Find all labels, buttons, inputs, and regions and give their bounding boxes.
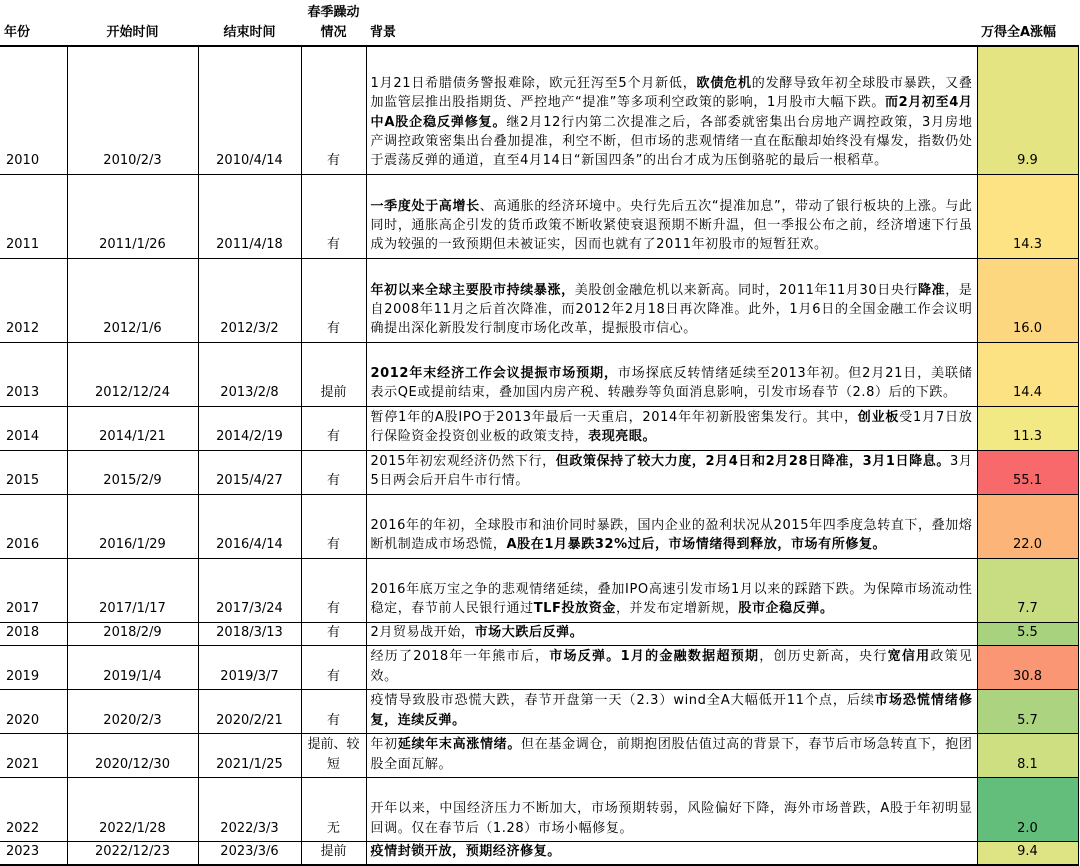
background-text: 的发酵导致年初全球股市暴跌，又叠加监管层推出股指期货、严控地产“提准”等多项利空政策的影响，1月股市大幅下跌。 — [370, 76, 973, 111]
cell-change: 5.7 — [977, 689, 1078, 733]
background-text: 2016年的年初，全球股市和油价同时暴跌，国内企业的盈利状况从2015年四季度急转直下，叠加熔断机制造成市场恐慌， — [370, 517, 973, 553]
background-text: 市场反弹。1月的金融数据超预期 — [549, 649, 760, 665]
cell-change: 2.0 — [977, 777, 1078, 841]
cell-start: 2014/1/21 — [67, 406, 198, 450]
cell-year: 2021 — [0, 733, 67, 777]
cell-change: 16.0 — [977, 258, 1078, 342]
table-row — [0, 841, 1078, 865]
background-text: TLF投放资金 — [533, 601, 616, 617]
cell-year: 2018 — [0, 622, 67, 645]
cell-year: 2020 — [0, 689, 67, 733]
cell-change: 55.1 — [977, 450, 1078, 494]
cell-season: 有 — [301, 494, 366, 558]
cell-change: 14.3 — [977, 174, 1078, 258]
background-text: 表现亮眼。 — [588, 429, 657, 445]
background-text: 市场大跌后反弹。 — [474, 624, 584, 640]
cell-end: 2018/3/13 — [198, 622, 301, 645]
header-background: 背景 — [366, 0, 977, 46]
background-text: 但在基金调仓，前期抱团股估值过高的背景下，春节后市场急转直下，抱团股全面瓦解。 — [370, 737, 973, 772]
cell-season: 有 — [301, 46, 366, 174]
cell-background — [366, 258, 977, 342]
table-row — [0, 494, 1078, 558]
cell-year: 2017 — [0, 558, 67, 622]
cell-year: 2013 — [0, 342, 67, 406]
header-change: 万得全A涨幅 — [977, 0, 1078, 46]
cell-start: 2022/1/28 — [67, 777, 198, 841]
cell-background — [366, 406, 977, 450]
background-text: 年初以来全球主要股市持续暴涨， — [370, 282, 575, 298]
cell-start: 2011/1/26 — [67, 174, 198, 258]
cell-change: 8.1 — [977, 733, 1078, 777]
cell-year: 2015 — [0, 450, 67, 494]
cell-change: 11.3 — [977, 406, 1078, 450]
cell-end: 2016/4/14 — [198, 494, 301, 558]
cell-change: 9.4 — [977, 841, 1078, 865]
background-text: 开年以来，中国经济压力不断加大，市场预期转弱，风险偏好下降，海外市场普跌，A股于年初明显回调。仅在春节后（1.28）市场小幅修复。 — [370, 801, 973, 836]
background-text: A股在1月暴跌32%过后，市场情绪得到释放，市场有所修复。 — [506, 537, 887, 553]
table-row — [0, 46, 1078, 174]
cell-year: 2022 — [0, 777, 67, 841]
background-text: 3月5日两会后开启牛市行情。 — [370, 453, 973, 489]
cell-start: 2012/12/24 — [67, 342, 198, 406]
background-text: 2月贸易战开始， — [370, 624, 475, 640]
cell-background — [366, 841, 977, 865]
cell-background — [366, 645, 977, 689]
background-text: 降准 — [918, 282, 946, 298]
cell-start: 2019/1/4 — [67, 645, 198, 689]
cell-end: 2017/3/24 — [198, 558, 301, 622]
background-text: 2015年初宏观经济仍然下行， — [370, 453, 556, 469]
background-text: 暂停1年的A股IPO于2013年最后一天重启，2014年年初新股密集发行。其中， — [370, 409, 858, 425]
background-text: 市场恐慌情绪修复，连续反弹。 — [370, 693, 973, 728]
background-text: 2012年末经济工作会议提振市场预期， — [370, 365, 618, 381]
table-row — [0, 558, 1078, 622]
cell-change: 30.8 — [977, 645, 1078, 689]
cell-season: 提前 — [301, 841, 366, 865]
background-text: 经历了2018年一年熊市后， — [370, 649, 550, 665]
background-text: 创业板 — [857, 409, 900, 425]
cell-season: 提前 — [301, 342, 366, 406]
table-row — [0, 406, 1078, 450]
cell-end: 2014/2/19 — [198, 406, 301, 450]
cell-season: 有 — [301, 258, 366, 342]
background-text: 继2月12行内第二次提准之后，各部委就密集出台房地产调控政策，3月房地产调控政策密集出台叠加提准，利空不断，但市场的悲观情绪一直在酝酿却始终没有爆发，指数仍处于震荡反弹的通道，直至4月14日“新国四条”的出台才成为压倒骆驼的最后一根稻草。 — [370, 114, 973, 169]
cell-start: 2015/2/9 — [67, 450, 198, 494]
background-text: 美股创金融危机以来新高。同时，2011年11月30日央行 — [574, 282, 919, 298]
cell-background — [366, 777, 977, 841]
header-end: 结束时间 — [198, 0, 301, 46]
header-season: 春季躁动情况 — [301, 0, 366, 46]
background-text: ，并发布定增新规， — [615, 601, 739, 617]
table-row — [0, 733, 1078, 777]
cell-background — [366, 342, 977, 406]
cell-end: 2012/3/2 — [198, 258, 301, 342]
cell-start: 2016/1/29 — [67, 494, 198, 558]
cell-year: 2014 — [0, 406, 67, 450]
background-text: 年初 — [370, 737, 398, 753]
cell-end: 2015/4/27 — [198, 450, 301, 494]
cell-end: 2023/3/6 — [198, 841, 301, 865]
cell-start: 2018/2/9 — [67, 622, 198, 645]
background-text: ，是自2008年11月之后首次降准，而2012年2月18日再次降准。此外，1月6日的全国金融工作会议明确提出深化新股发行制度市场化改革，提振股市信心。 — [370, 282, 973, 337]
background-text: 一季度处于高增长 — [370, 198, 480, 214]
background-text: 1月21日希腊债务警报难除，欧元狂泻至5个月新低， — [370, 76, 697, 92]
cell-end: 2021/1/25 — [198, 733, 301, 777]
cell-year: 2010 — [0, 46, 67, 174]
table-row — [0, 258, 1078, 342]
cell-end: 2013/2/8 — [198, 342, 301, 406]
header-year: 年份 — [0, 0, 67, 46]
background-text: 2016年底万宝之争的悲观情绪延续，叠加IPO高速引发市场1月以来的踩踏下跌。为保障市场流动性稳定，春节前人民银行通过 — [370, 581, 973, 617]
cell-change: 5.5 — [977, 622, 1078, 645]
table-row — [0, 450, 1078, 494]
table-row — [0, 622, 1078, 645]
background-text: 、高通胀的经济环境中。央行先后五次“提准加息”，带动了银行板块的上涨。与此同时，通胀高企引发的货币政策不断收紧使衰退预期不断升温，但一季报公布之前，经济增速下行虽成为较强的一致预期但未被证实，因而也就有了2011年初股市的短暂狂欢。 — [370, 198, 973, 253]
table-body — [0, 46, 1078, 865]
background-text: 股市企稳反弹。 — [738, 601, 834, 617]
cell-start: 2010/2/3 — [67, 46, 198, 174]
table-row — [0, 645, 1078, 689]
background-text: 政策见效。 — [370, 649, 973, 684]
cell-background — [366, 733, 977, 777]
cell-end: 2020/2/21 — [198, 689, 301, 733]
cell-background — [366, 46, 977, 174]
background-text: 市场探底反转情绪延续至2013年初。但2月21日，美联储表示QE或提前结束，叠加国内房产税、转融券等负面消息影响，引发市场春节（2.8）后的下跌。 — [370, 365, 973, 401]
header-start: 开始时间 — [67, 0, 198, 46]
cell-season: 有 — [301, 622, 366, 645]
background-text: 疫情封锁开放，预期经济修复。 — [370, 843, 561, 859]
cell-start: 2022/12/23 — [67, 841, 198, 865]
cell-year: 2016 — [0, 494, 67, 558]
background-text: 但政策保持了较大力度，2月4日和2月28日降准，3月1日降息。 — [555, 453, 951, 469]
background-text: 受1月7日放行保险资金投资创业板的政策支持， — [370, 409, 973, 445]
cell-season: 有 — [301, 558, 366, 622]
background-text: ，创历史新高，央行 — [759, 649, 888, 665]
cell-end: 2019/3/7 — [198, 645, 301, 689]
background-text: 延续年末高涨情绪。 — [397, 737, 522, 753]
cell-season: 有 — [301, 450, 366, 494]
cell-background — [366, 558, 977, 622]
cell-year: 2019 — [0, 645, 67, 689]
table-row — [0, 689, 1078, 733]
cell-season: 有 — [301, 645, 366, 689]
cell-season: 有 — [301, 174, 366, 258]
cell-change: 9.9 — [977, 46, 1078, 174]
table-row — [0, 342, 1078, 406]
cell-start: 2020/12/30 — [67, 733, 198, 777]
cell-background — [366, 494, 977, 558]
cell-season: 有 — [301, 406, 366, 450]
cell-end: 2010/4/14 — [198, 46, 301, 174]
cell-season: 无 — [301, 777, 366, 841]
cell-start: 2017/1/17 — [67, 558, 198, 622]
header-row — [0, 0, 1078, 46]
cell-background — [366, 689, 977, 733]
cell-background — [366, 174, 977, 258]
cell-year: 2011 — [0, 174, 67, 258]
cell-change: 14.4 — [977, 342, 1078, 406]
cell-season: 提前、较短 — [301, 733, 366, 777]
cell-end: 2011/4/18 — [198, 174, 301, 258]
background-text: 宽信用 — [887, 649, 931, 665]
cell-year: 2023 — [0, 841, 67, 865]
cell-year: 2012 — [0, 258, 67, 342]
cell-start: 2012/1/6 — [67, 258, 198, 342]
cell-end: 2022/3/3 — [198, 777, 301, 841]
table-row — [0, 174, 1078, 258]
cell-background — [366, 450, 977, 494]
cell-change: 22.0 — [977, 494, 1078, 558]
table-row — [0, 777, 1078, 841]
background-text: 疫情导致股市恐慌大跌，春节开盘第一天（2.3）wind全A大幅低开11个点，后续 — [370, 693, 875, 709]
cell-start: 2020/2/3 — [67, 689, 198, 733]
cell-season: 有 — [301, 689, 366, 733]
background-text: 欧债危机 — [696, 76, 752, 92]
cell-change: 7.7 — [977, 558, 1078, 622]
background-text: 而2月初至4月中A股企稳反弹修复。 — [370, 95, 973, 130]
cell-background — [366, 622, 977, 645]
